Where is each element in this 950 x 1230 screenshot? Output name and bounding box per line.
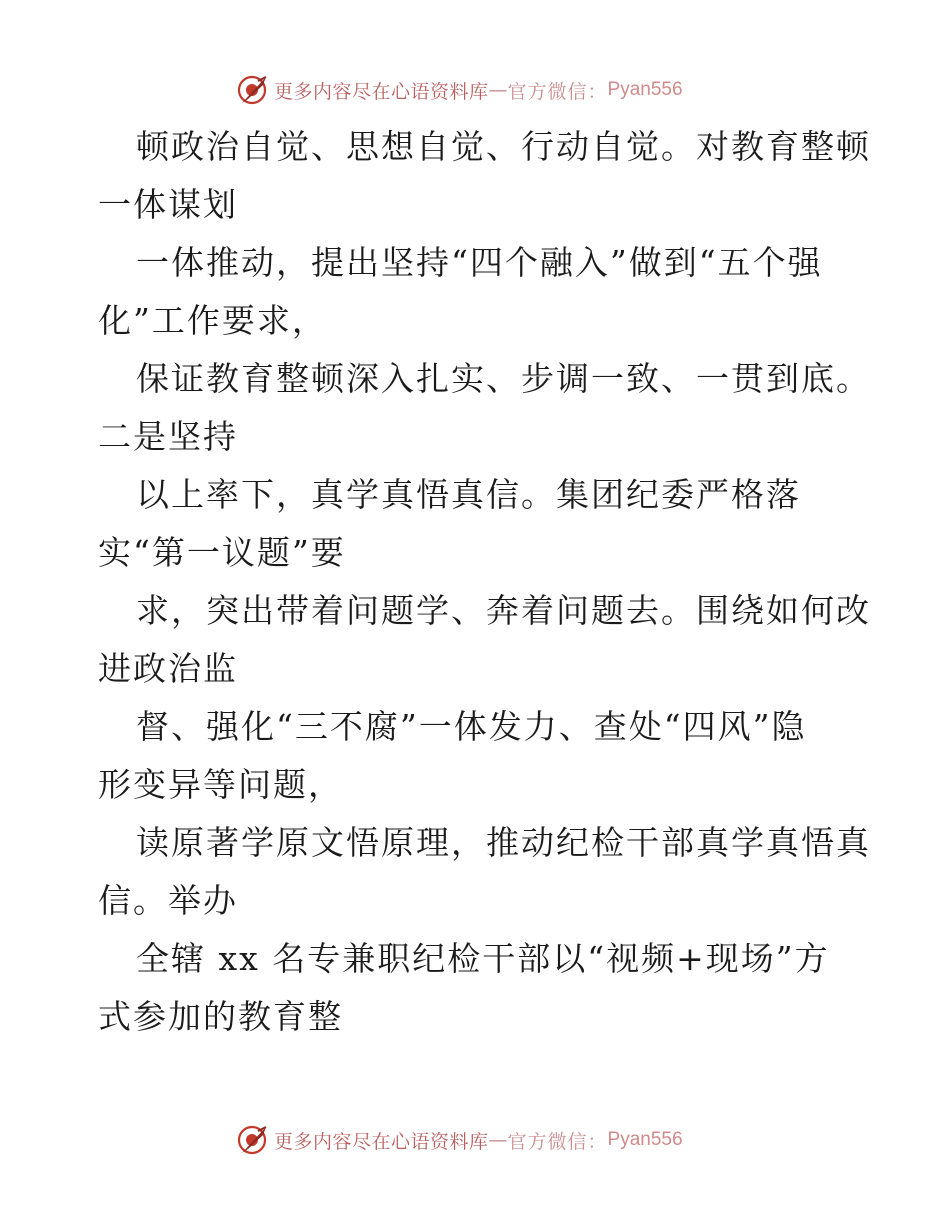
quill-pen-logo-icon: [236, 73, 270, 107]
text-line: 督、强化“三不腐”一体发力、查处“四风”隐: [136, 707, 807, 746]
header-banner: [236, 72, 683, 108]
text-line: 式参加的教育整: [98, 997, 343, 1036]
quill-pen-logo-icon: [236, 1123, 270, 1157]
text-line: 顿政治自觉、思想自觉、行动自觉。对教育整顿: [136, 127, 871, 166]
banner-wechat-id: Pyan556: [607, 79, 683, 100]
banner-main-text: 更多内容尽在心语资料库: [274, 1130, 489, 1153]
text-line: 全辖 xx 名专兼职纪检干部以“视频+现场”方: [136, 939, 830, 978]
footer-banner: [236, 1122, 683, 1158]
text-line: 求，突出带着问题学、奔着问题去。围绕如何改: [136, 591, 871, 630]
text-line: 保证教育整顿深入扎实、步调一致、一贯到底。: [136, 359, 871, 398]
text-line: 一体推动，提出坚持“四个融入”做到“五个强: [136, 243, 823, 282]
document-body: [98, 118, 871, 1046]
banner-separator: —: [488, 1129, 508, 1151]
text-line: 以上率下，真学真悟真信。集团纪委严格落: [136, 475, 801, 514]
text-line: 化”工作要求，: [98, 301, 327, 340]
text-line: 二是坚持: [98, 417, 238, 456]
text-line: 实“第一议题”要: [98, 533, 346, 572]
text-line: 信。举办: [98, 881, 238, 920]
text-line: 一体谋划: [98, 185, 238, 224]
banner-wechat-label: 官方微信：: [507, 1130, 608, 1153]
text-line: 读原著学原文悟原理，推动纪检干部真学真悟真: [136, 823, 871, 862]
banner-main-text: 更多内容尽在心语资料库: [274, 80, 489, 103]
text-line: 进政治监: [98, 649, 238, 688]
banner-wechat-id: Pyan556: [607, 1129, 683, 1150]
banner-separator: —: [488, 79, 508, 101]
text-line: 形变异等问题，: [98, 765, 343, 804]
banner-wechat-label: 官方微信：: [507, 80, 608, 103]
